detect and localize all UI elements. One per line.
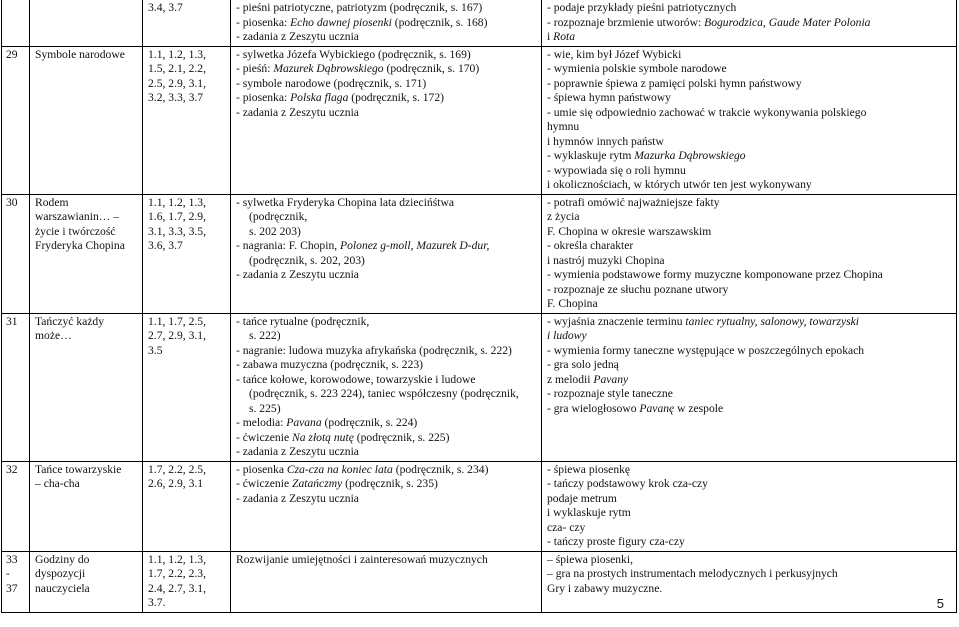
topic-line: życie i twórczość bbox=[35, 224, 116, 238]
line-text: - ćwiczenie bbox=[236, 430, 292, 444]
line-text: (podręcznik, s. 168) bbox=[391, 15, 488, 29]
content-line bbox=[236, 1, 537, 16]
content-line bbox=[236, 254, 537, 269]
line-text: F. Chopina bbox=[547, 297, 598, 310]
italic-title: Bogurodzica, Gaude Mater Polonia bbox=[704, 15, 871, 29]
content-line bbox=[236, 268, 537, 283]
content-line bbox=[236, 239, 537, 254]
line-text: - wymienia polskie symbole narodowe bbox=[547, 62, 727, 75]
table-row bbox=[2, 46, 957, 194]
line-text: (podręcznik, s. 172) bbox=[348, 91, 445, 104]
outcomes-cell bbox=[542, 313, 957, 461]
line-text: hymnu bbox=[547, 120, 580, 133]
outcomes-line bbox=[547, 344, 952, 359]
table-row bbox=[2, 194, 957, 313]
content-cell bbox=[231, 461, 542, 551]
italic-title: Zatańczmy bbox=[292, 477, 343, 490]
outcomes-line bbox=[547, 492, 952, 507]
line-text: - zadania z Zeszytu ucznia bbox=[236, 105, 359, 119]
line-text: (podręcznik, s. 223 224), taniec współczesny (podręcznik, bbox=[249, 387, 519, 400]
outcomes-line bbox=[547, 178, 952, 193]
topic-line: Tańce towarzyskie bbox=[35, 462, 122, 476]
outcomes-line bbox=[547, 463, 952, 478]
line-text: - wyjaśnia znaczenie terminu bbox=[547, 314, 686, 328]
line-text: – gra na prostych instrumentach melodycznych i perkusyjnych bbox=[547, 567, 838, 580]
line-text: - wypowiada się o roli hymnu bbox=[547, 163, 686, 177]
line-text: - rozpoznaje style taneczne bbox=[547, 387, 673, 400]
content-line bbox=[236, 196, 537, 211]
num-line: 33 bbox=[6, 552, 18, 566]
outcomes-line bbox=[547, 506, 952, 521]
topic-cell bbox=[30, 194, 143, 313]
outcomes-line bbox=[547, 239, 952, 254]
num-line: 30 bbox=[6, 195, 18, 209]
content-line bbox=[236, 416, 537, 431]
refs-line: 3.6, 3.7 bbox=[148, 239, 183, 252]
outcomes-line bbox=[547, 402, 952, 417]
content-line bbox=[236, 48, 537, 63]
topic-line: warszawianin… – bbox=[35, 210, 120, 223]
refs-line: 1.7, 2.2, 2.5, bbox=[148, 462, 206, 476]
content-line bbox=[236, 373, 537, 388]
line-text: - gra wielogłosowo bbox=[547, 401, 640, 415]
topic-line: dyspozycji bbox=[35, 567, 86, 580]
line-text: - rozpoznaje brzmienie utworów: bbox=[547, 15, 705, 29]
line-text: - śpiewa hymn państwowy bbox=[547, 91, 671, 104]
line-text: - umie się odpowiednio zachować w trakcie wykonywania polskiego bbox=[547, 105, 867, 119]
content-line bbox=[236, 553, 537, 568]
line-text: Rozwijanie umiejętności i zainteresowań muzycznych bbox=[236, 552, 488, 566]
curriculum-table bbox=[1, 0, 957, 613]
line-text: i nastrój muzyki Chopina bbox=[547, 253, 665, 267]
outcomes-line bbox=[547, 315, 952, 330]
outcomes-line bbox=[547, 283, 952, 298]
requirements-cell bbox=[143, 0, 231, 46]
refs-line: 1.1, 1.2, 1.3, bbox=[148, 195, 206, 209]
content-line bbox=[236, 477, 537, 492]
content-line bbox=[236, 344, 537, 359]
outcomes-line bbox=[547, 77, 952, 92]
table-row bbox=[2, 461, 957, 551]
refs-line: 3.1, 3.3, 3.5, bbox=[148, 224, 206, 238]
line-text: (podręcznik, bbox=[249, 210, 308, 223]
line-text: - zadania z Zeszytu ucznia bbox=[236, 268, 359, 281]
line-text: - zabawa muzyczna (podręcznik, s. 223) bbox=[236, 358, 424, 371]
refs-line: 3.7. bbox=[148, 596, 166, 609]
line-text: - piosenka: bbox=[236, 15, 291, 29]
content-line bbox=[236, 358, 537, 373]
requirements-cell bbox=[143, 194, 231, 313]
outcomes-cell bbox=[542, 194, 957, 313]
outcomes-line bbox=[547, 477, 952, 492]
line-text: - tańce kołowe, korowodowe, towarzyskie i ludowe bbox=[236, 372, 476, 386]
outcomes-line bbox=[547, 567, 952, 582]
content-line bbox=[236, 91, 537, 106]
outcomes-cell bbox=[542, 461, 957, 551]
requirements-cell bbox=[143, 551, 231, 612]
requirements-cell bbox=[143, 313, 231, 461]
line-text: - pieśń: bbox=[236, 62, 274, 75]
content-line bbox=[236, 387, 537, 402]
outcomes-line bbox=[547, 387, 952, 402]
line-text: i hymnów innych państw bbox=[547, 134, 664, 148]
outcomes-line bbox=[547, 91, 952, 106]
line-text: - śpiewa piosenkę bbox=[547, 462, 631, 476]
topic-cell bbox=[30, 461, 143, 551]
refs-line: 1.1, 1.7, 2.5, bbox=[148, 314, 206, 328]
table-row bbox=[2, 551, 957, 612]
line-text: z życia bbox=[547, 210, 580, 223]
line-text: - sylwetka Fryderyka Chopina lata dziecińśtwa bbox=[236, 195, 454, 209]
line-text: - piosenka bbox=[236, 462, 287, 476]
outcomes-line bbox=[547, 1, 952, 16]
italic-title: Polonez g-moll, Mazurek D-dur, bbox=[340, 239, 490, 252]
topic-cell bbox=[30, 313, 143, 461]
outcomes-line bbox=[547, 582, 952, 597]
line-text: z melodii bbox=[547, 372, 594, 386]
line-text: - wyklaskuje rytm bbox=[547, 149, 635, 162]
italic-title: i ludowy bbox=[547, 329, 587, 342]
outcomes-line bbox=[547, 135, 952, 150]
content-line bbox=[236, 329, 537, 344]
refs-line: 1.7, 2.2, 2.3, bbox=[148, 567, 206, 580]
italic-title: Rota bbox=[553, 30, 576, 43]
requirements-cell bbox=[143, 46, 231, 194]
content-cell bbox=[231, 46, 542, 194]
line-text: i okolicznościach, w których utwór ten jest wykonywany bbox=[547, 178, 812, 191]
refs-line: 3.2, 3.3, 3.7 bbox=[148, 91, 204, 104]
line-text: (podręcznik, s. 225) bbox=[353, 430, 450, 444]
line-text: i wyklaskuje rytm bbox=[547, 506, 631, 519]
refs-line: 1.5, 2.1, 2.2, bbox=[148, 62, 206, 75]
refs-line: 3.5 bbox=[148, 343, 163, 357]
line-text: - tańce rytualne (podręcznik, bbox=[236, 314, 370, 328]
line-text: - tańczy proste figury cza-czy bbox=[547, 535, 685, 548]
line-text: - wymienia podstawowe formy muzyczne komponowane przez Chopina bbox=[547, 268, 883, 281]
line-text: s. 222) bbox=[249, 329, 281, 342]
outcomes-cell bbox=[542, 46, 957, 194]
outcomes-line bbox=[547, 16, 952, 31]
table-row bbox=[2, 0, 957, 46]
outcomes-line bbox=[547, 149, 952, 164]
lesson-number-cell bbox=[2, 0, 30, 46]
num-line: 37 bbox=[6, 581, 18, 595]
outcomes-line bbox=[547, 210, 952, 225]
line-text: - wymienia formy taneczne występujące w poszczególnych epokach bbox=[547, 343, 865, 357]
line-text: - piosenka: bbox=[236, 91, 291, 104]
content-line bbox=[236, 16, 537, 31]
content-line bbox=[236, 431, 537, 446]
outcomes-line bbox=[547, 254, 952, 269]
line-text: - rozpoznaje ze słuchu poznane utwory bbox=[547, 282, 729, 296]
outcomes-line bbox=[547, 535, 952, 550]
line-text: - zadania z Zeszytu ucznia bbox=[236, 445, 359, 458]
content-line bbox=[236, 62, 537, 77]
content-line bbox=[236, 106, 537, 121]
outcomes-line bbox=[547, 48, 952, 63]
line-text: - podaje przykłady pieśni patriotycznych bbox=[547, 1, 737, 14]
line-text: s. 225) bbox=[249, 401, 281, 415]
lesson-number-cell bbox=[2, 194, 30, 313]
outcomes-line bbox=[547, 268, 952, 283]
outcomes-line bbox=[547, 553, 952, 568]
num-line: - bbox=[6, 567, 10, 580]
topic-line: może… bbox=[35, 329, 72, 342]
line-text: cza- czy bbox=[547, 520, 586, 534]
line-text: - gra solo jedną bbox=[547, 358, 619, 371]
italic-title: Na złotą nutę bbox=[292, 430, 354, 444]
italic-title: Mazurek Dąbrowskiego bbox=[273, 62, 384, 75]
line-text: i bbox=[547, 30, 554, 43]
outcomes-line bbox=[547, 62, 952, 77]
outcomes-cell bbox=[542, 551, 957, 612]
line-text: - nagranie: ludowa muzyka afrykańska (podręcznik, s. 222) bbox=[236, 343, 512, 357]
line-text: (podręcznik, s. 234) bbox=[392, 462, 489, 476]
topic-cell bbox=[30, 46, 143, 194]
topic-line: Fryderyka Chopina bbox=[35, 239, 125, 252]
topic-line: Symbole narodowe bbox=[35, 47, 125, 61]
italic-title: Pavanę bbox=[639, 401, 675, 415]
num-line: 31 bbox=[6, 314, 18, 328]
content-line bbox=[236, 225, 537, 240]
outcomes-line bbox=[547, 358, 952, 373]
refs-line: 2.6, 2.9, 3.1 bbox=[148, 477, 204, 490]
line-text: s. 202 203) bbox=[249, 224, 301, 238]
outcomes-line bbox=[547, 521, 952, 536]
topic-cell bbox=[30, 551, 143, 612]
line-text: - poprawnie śpiewa z pamięci polski hymn państwowy bbox=[547, 76, 802, 90]
lesson-number-cell bbox=[2, 461, 30, 551]
content-line bbox=[236, 30, 537, 45]
italic-title: Pavany bbox=[593, 372, 629, 386]
refs-line: 1.1, 1.2, 1.3, bbox=[148, 552, 206, 566]
line-text: - zadania z Zeszytu ucznia bbox=[236, 491, 359, 505]
refs-line: 2.4, 2.7, 3.1, bbox=[148, 581, 206, 595]
content-cell bbox=[231, 194, 542, 313]
outcomes-line bbox=[547, 196, 952, 211]
outcomes-line bbox=[547, 225, 952, 240]
page-number: 5 bbox=[936, 596, 944, 611]
line-text: - nagrania: F. Chopin, bbox=[236, 239, 341, 252]
content-cell bbox=[231, 551, 542, 612]
topic-line: Rodem bbox=[35, 195, 69, 209]
refs-line: 1.6, 1.7, 2.9, bbox=[148, 210, 206, 223]
refs-line: 1.1, 1.2, 1.3, bbox=[148, 47, 206, 61]
refs-line: 2.7, 2.9, 3.1, bbox=[148, 329, 206, 342]
line-text: - wie, kim był Józef Wybicki bbox=[547, 47, 682, 61]
italic-title: Polska flaga bbox=[290, 91, 349, 104]
line-text: Gry i zabawy muzyczne. bbox=[547, 581, 663, 595]
num-line: 29 bbox=[6, 47, 18, 61]
line-text: (podręcznik, s. 170) bbox=[383, 62, 480, 75]
outcomes-line bbox=[547, 30, 952, 45]
line-text: (podręcznik, s. 224) bbox=[321, 416, 418, 429]
italic-title: Cza-cza na koniec lata bbox=[286, 462, 393, 476]
line-text: - określa charakter bbox=[547, 239, 634, 252]
line-text: (podręcznik, s. 235) bbox=[342, 477, 438, 490]
italic-title: Echo dawnej piosenki bbox=[290, 15, 392, 29]
outcomes-line bbox=[547, 120, 952, 135]
lesson-number-cell bbox=[2, 551, 30, 612]
line-text: w zespole bbox=[674, 401, 724, 415]
line-text: - pieśni patriotyczne, patriotyzm (podręcznik, s. 167) bbox=[236, 1, 483, 14]
line-text: - symbole narodowe (podręcznik, s. 171) bbox=[236, 76, 427, 90]
outcomes-cell bbox=[542, 0, 957, 46]
outcomes-line bbox=[547, 106, 952, 121]
line-text: - zadania z Zeszytu ucznia bbox=[236, 30, 359, 43]
outcomes-line bbox=[547, 373, 952, 388]
num-line: 32 bbox=[6, 462, 18, 476]
line-text: - sylwetka Józefa Wybickiego (podręcznik, s. 169) bbox=[236, 47, 471, 61]
content-line bbox=[236, 492, 537, 507]
topic-line: – cha-cha bbox=[35, 477, 80, 490]
italic-title: taniec rytualny, salonowy, towarzyski bbox=[685, 314, 859, 328]
content-cell bbox=[231, 313, 542, 461]
topic-line: Godziny do bbox=[35, 552, 90, 566]
line-text: (podręcznik, s. 202, 203) bbox=[249, 253, 365, 267]
table-row bbox=[2, 313, 957, 461]
content-line bbox=[236, 402, 537, 417]
line-text: – śpiewa piosenki, bbox=[547, 552, 633, 566]
line-text: - melodia: bbox=[236, 416, 287, 429]
content-line bbox=[236, 210, 537, 225]
content-line bbox=[236, 315, 537, 330]
refs-line: 3.4, 3.7 bbox=[148, 1, 183, 14]
italic-title: Pavana bbox=[286, 416, 322, 429]
content-line bbox=[236, 445, 537, 460]
outcomes-line bbox=[547, 297, 952, 312]
line-text: podaje metrum bbox=[547, 491, 617, 505]
line-text: - ćwiczenie bbox=[236, 477, 292, 490]
outcomes-line bbox=[547, 164, 952, 179]
italic-title: Mazurka Dąbrowskiego bbox=[634, 149, 746, 162]
topic-line: Tańczyć każdy bbox=[35, 314, 105, 328]
content-line bbox=[236, 463, 537, 478]
line-text: - tańczy podstawowy krok cza-czy bbox=[547, 477, 708, 490]
topic-line: nauczyciela bbox=[35, 581, 90, 595]
content-cell bbox=[231, 0, 542, 46]
content-line bbox=[236, 77, 537, 92]
line-text: F. Chopina w okresie warszawskim bbox=[547, 224, 712, 238]
lesson-number-cell bbox=[2, 46, 30, 194]
topic-cell bbox=[30, 0, 143, 46]
outcomes-line bbox=[547, 329, 952, 344]
requirements-cell bbox=[143, 461, 231, 551]
line-text: - potrafi omówić najważniejsze fakty bbox=[547, 195, 720, 209]
lesson-number-cell bbox=[2, 313, 30, 461]
refs-line: 2.5, 2.9, 3.1, bbox=[148, 76, 206, 90]
